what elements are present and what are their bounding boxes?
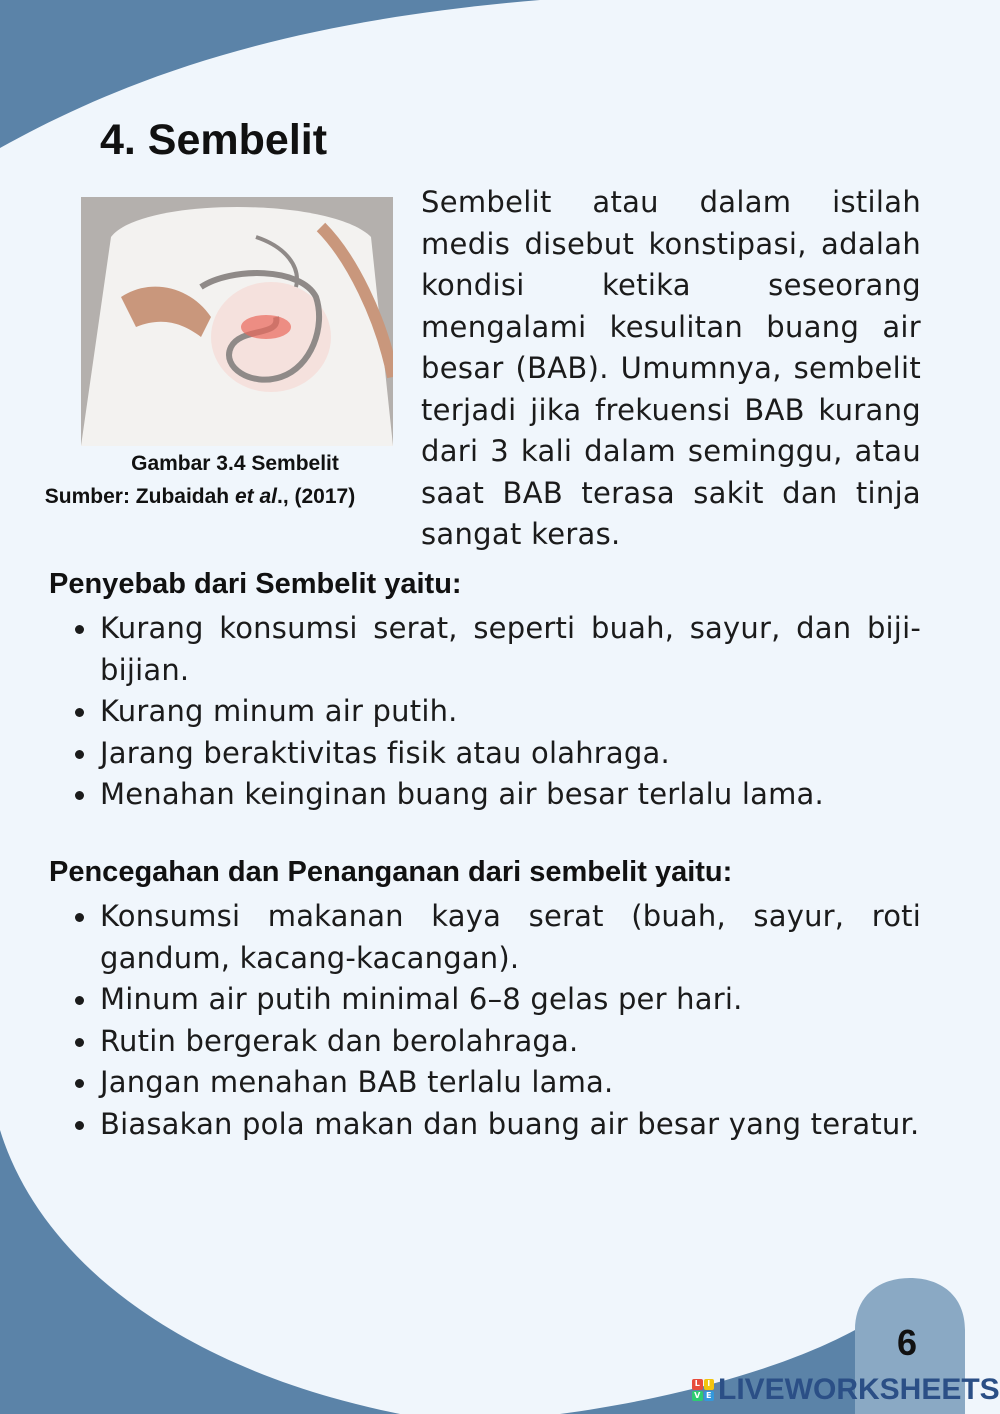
- liveworksheets-logo-icon: [692, 1379, 714, 1401]
- bullet-icon: [75, 913, 84, 922]
- figure-source-prefix: Sumber: Zubaidah: [44, 485, 235, 508]
- list-item-text: Konsumsi makanan kaya serat (buah, sayur, roti gandum, kacang-kacangan).: [100, 899, 921, 975]
- logo-letter: E: [704, 1391, 715, 1402]
- list-item-text: Biasakan pola makan dan buang air besar yang teratur.: [100, 1106, 920, 1141]
- list-item: [73, 774, 921, 816]
- bullet-icon: [75, 1121, 84, 1130]
- watermark-text: LIVEWORKSHEETS: [718, 1373, 1000, 1406]
- causes-title: Penyebab dari Sembelit yaitu:: [49, 568, 462, 600]
- page-title: 4. Sembelit: [100, 116, 328, 164]
- prevention-title: Pencegahan dan Penanganan dari sembelit yaitu:: [49, 856, 733, 888]
- bullet-icon: [75, 750, 84, 759]
- figure-source-suffix: ., (2017): [277, 485, 356, 508]
- list-item: [73, 691, 921, 733]
- list-item-text: Jangan menahan BAB terlalu lama.: [100, 1065, 614, 1099]
- bullet-icon: [75, 791, 84, 800]
- logo-letter: V: [692, 1391, 703, 1402]
- list-item: [73, 1021, 921, 1063]
- list-item-text: Jarang beraktivitas fisik atau olahraga.: [100, 735, 670, 770]
- figure-source-italic: et al: [234, 485, 277, 508]
- list-item-text: Rutin bergerak dan berolahraga.: [100, 1023, 579, 1058]
- logo-letter: L: [692, 1379, 703, 1390]
- list-item: [73, 1062, 921, 1104]
- figure-caption: Gambar 3.4 Sembelit: [131, 452, 339, 475]
- figure-source: [0, 485, 435, 509]
- bullet-icon: [75, 1038, 84, 1047]
- bullet-icon: [75, 996, 84, 1005]
- causes-list: [73, 608, 921, 816]
- bullet-icon: [75, 625, 84, 634]
- bullet-icon: [75, 1079, 84, 1088]
- intro-paragraph: Sembelit atau dalam istilah medis disebut konstipasi, adalah kondisi ketika seseorang mengalami kesulitan buang air besar (BAB). Umumnya, sembelit terjadi jika frekuensi BAB kurang dari 3 kali dalam seminggu, atau saat BAB terasa sakit dan tinja sangat keras.: [421, 185, 921, 551]
- bullet-icon: [75, 708, 84, 717]
- list-item: [73, 979, 921, 1021]
- page-number: 6: [897, 1322, 918, 1363]
- logo-letter: I: [704, 1379, 715, 1390]
- list-item-text: Kurang konsumsi serat, seperti buah, sayur, dan biji-bijian.: [100, 611, 921, 687]
- list-item: [73, 1104, 921, 1146]
- list-item: [73, 896, 921, 979]
- list-item-text: Menahan keinginan buang air besar terlalu lama.: [100, 777, 824, 811]
- list-item-text: Kurang minum air putih.: [100, 694, 458, 728]
- liveworksheets-watermark[interactable]: [692, 1373, 1000, 1407]
- list-item: [73, 608, 921, 691]
- prevention-list: [73, 896, 921, 1145]
- list-item: [73, 733, 921, 775]
- list-item-text: Minum air putih minimal 6–8 gelas per hari.: [100, 982, 743, 1016]
- constipation-photo: [81, 197, 393, 446]
